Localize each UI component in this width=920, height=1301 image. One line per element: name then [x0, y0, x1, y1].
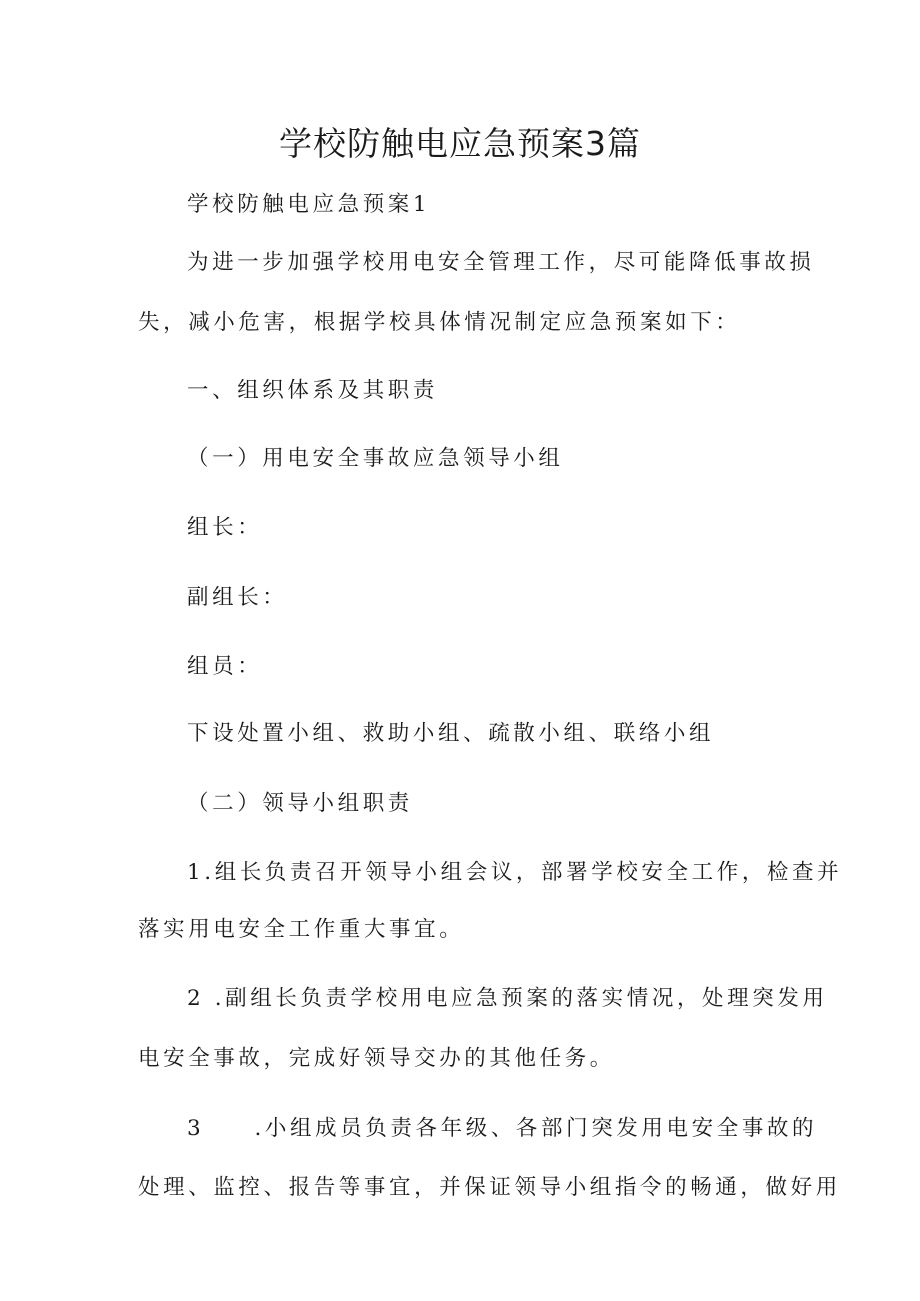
paragraph-line: 落实用电安全工作重大事宜。 — [138, 917, 465, 942]
paragraph-line: 3 .小组成员负责各年级、各部门突发用电安全事故的 — [187, 1116, 818, 1141]
paragraph-line: 副组长： — [187, 585, 288, 610]
paragraph-line: 失，减小危害，根据学校具体情况制定应急预案如下： — [138, 310, 741, 335]
paragraph-line: 2 .副组长负责学校用电应急预案的落实情况，处理突发用 — [187, 986, 828, 1011]
paragraph-line: 组员： — [187, 654, 263, 679]
paragraph-line: 下设处置小组、救助小组、疏散小组、联络小组 — [187, 721, 715, 746]
subsection-heading: （一）用电安全事故应急领导小组 — [187, 446, 564, 471]
paragraph-line: 组长： — [187, 515, 263, 540]
subsection-heading: （二）领导小组职责 — [187, 791, 413, 816]
paragraph-line: 电安全事故，完成好领导交办的其他任务。 — [138, 1046, 615, 1071]
paragraph-line: 处理、监控、报告等事宜，并保证领导小组指令的畅通，做好用 — [138, 1175, 841, 1200]
section-heading: 一、组织体系及其职责 — [187, 378, 439, 403]
section-heading: 学校防触电应急预案1 — [187, 192, 431, 217]
document-title: 学校防触电应急预案3篇 — [279, 124, 641, 163]
paragraph-line: 为进一步加强学校用电安全管理工作，尽可能降低事故损 — [187, 250, 815, 275]
paragraph-line: 1.组长负责召开领导小组会议，部署学校安全工作，检查并 — [187, 860, 843, 885]
